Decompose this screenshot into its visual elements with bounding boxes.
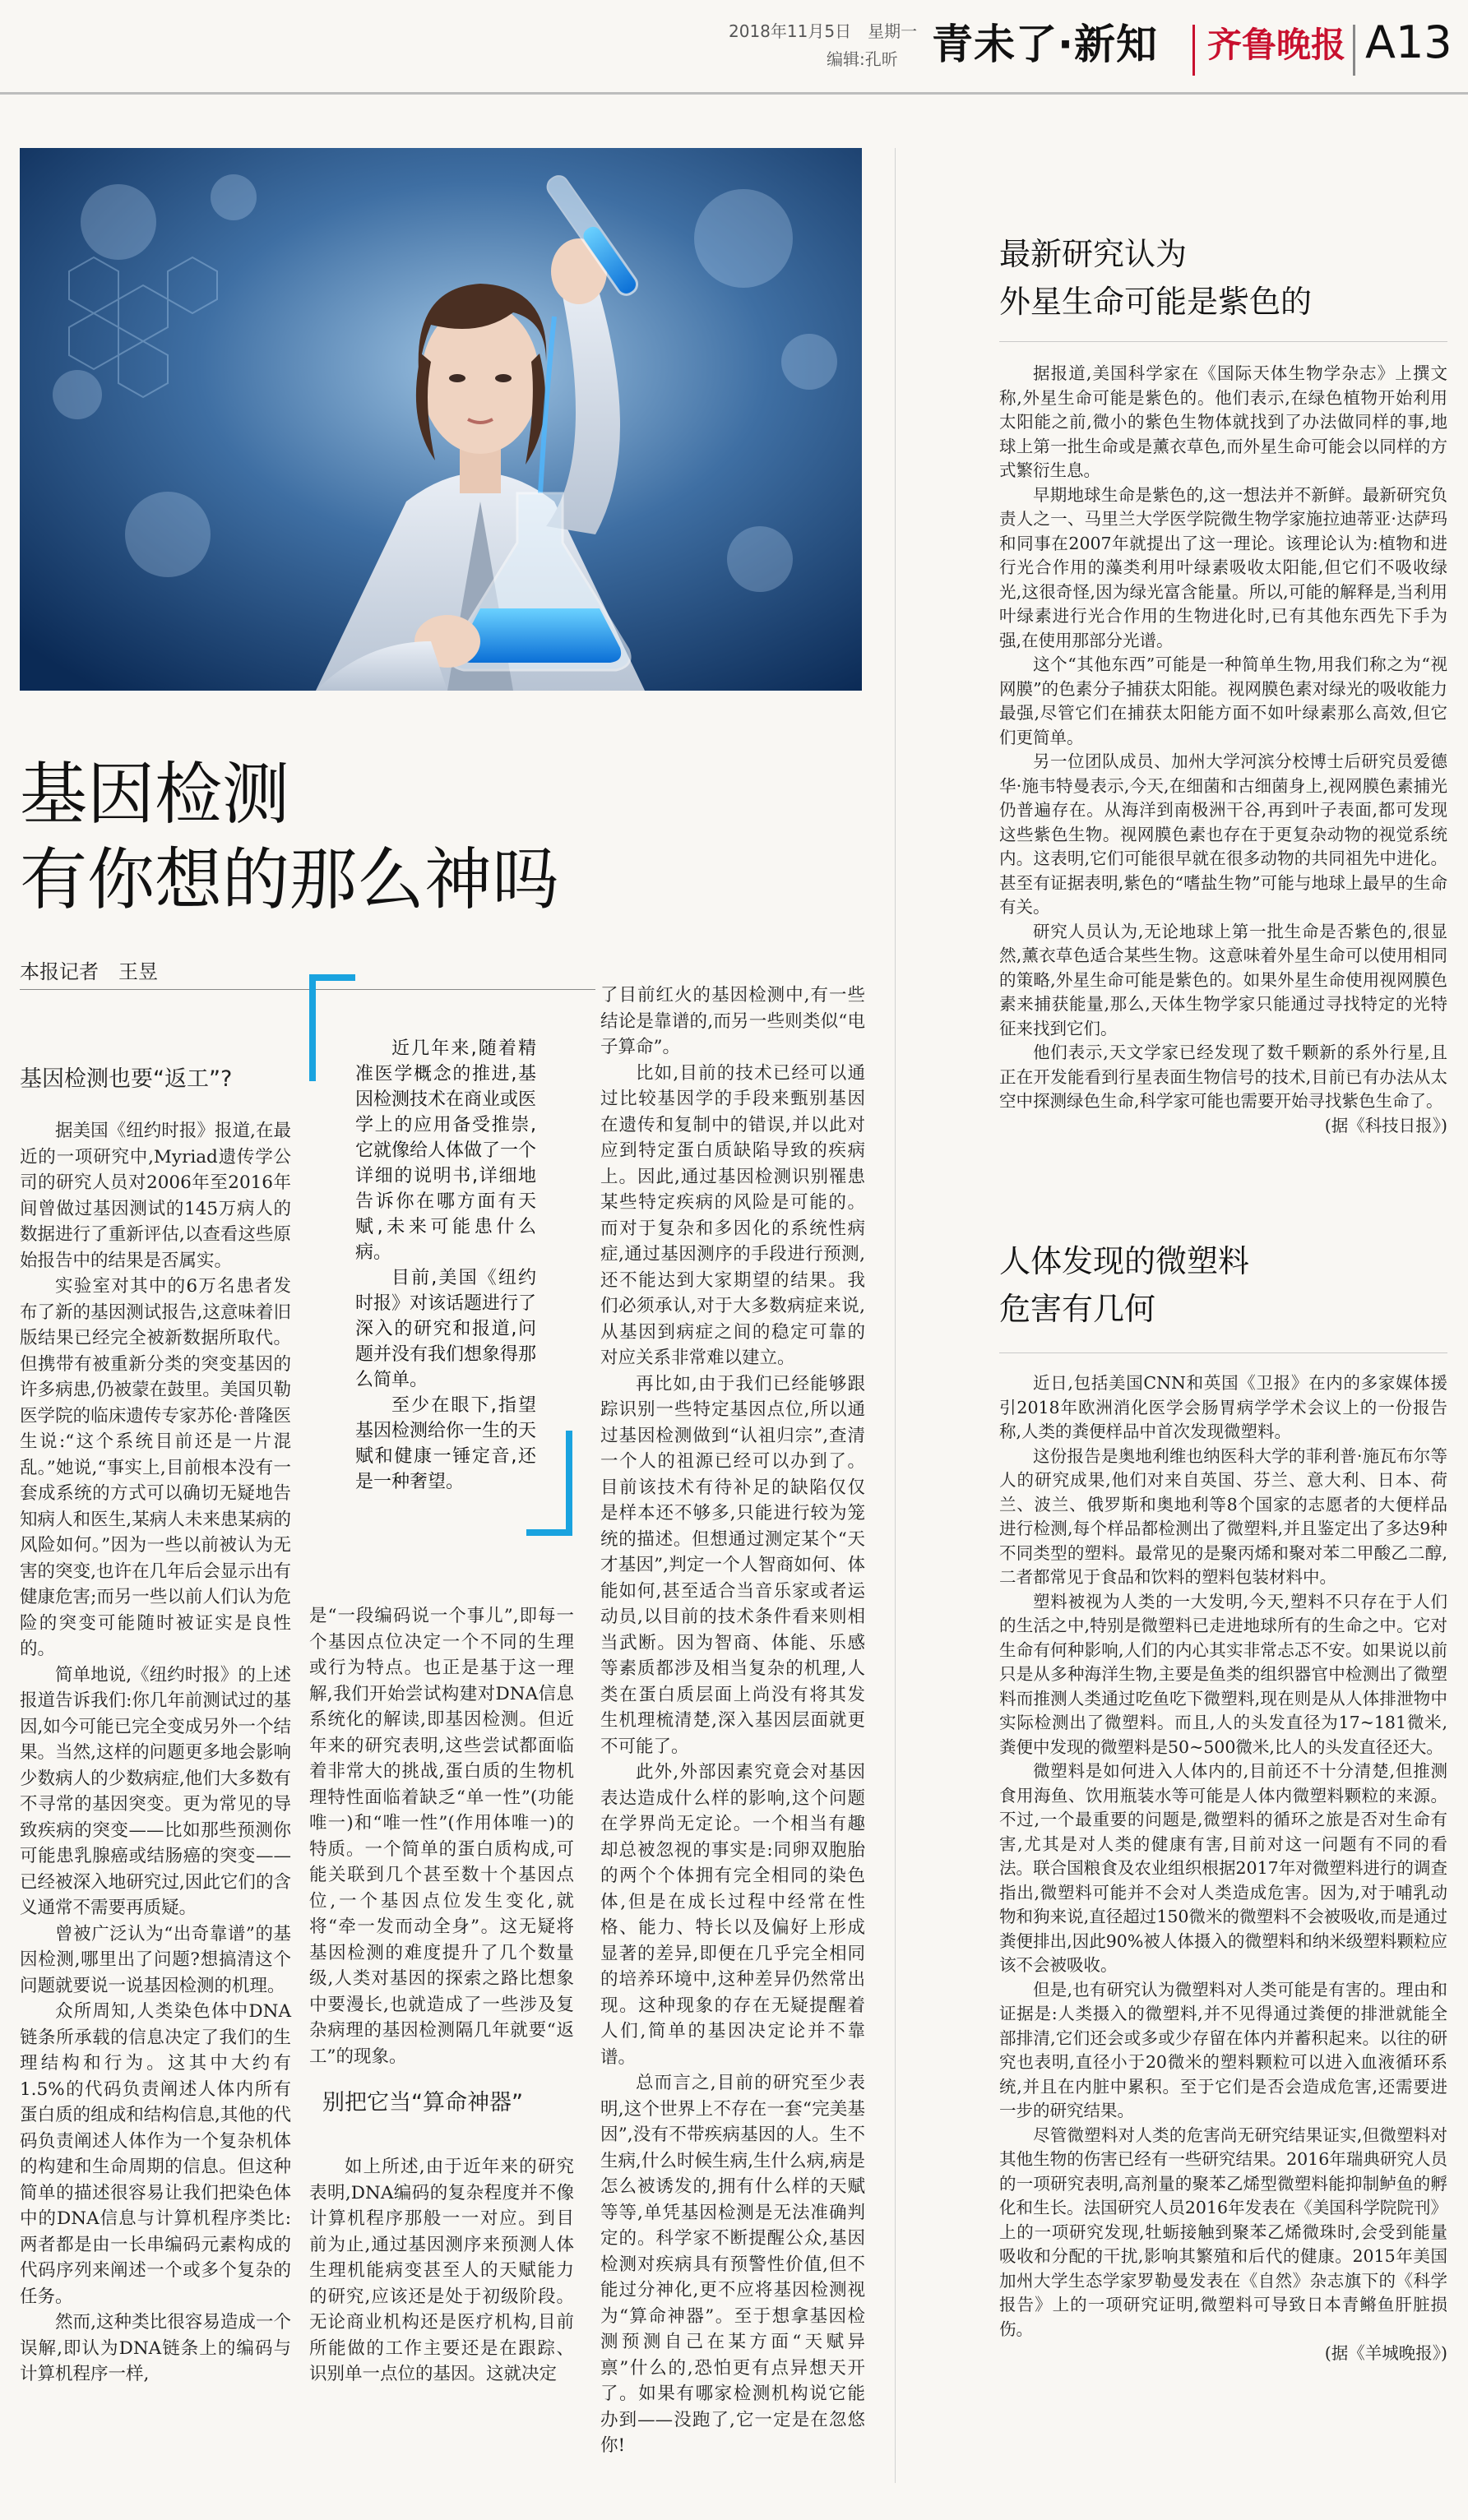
paragraph: 总而言之,目前的研究至少表明,这个世界上不存在一套“完美基因”,没有不带疾病基因的人。生不生病,什么时候生病,生什么病,病是怎么被诱发的,拥有什么样的天赋等等,单凭基因检测是无法准确判定的。科学家不断提醒公众,基因检测对疾病具有预警性价值,但不能过分神化,更不应将基因检测视为“算命神器”。至于想拿基因检测预测自己在某方面“天赋异禀”什么的,恐怕更有点异想天开了。如果有哪家检测机构说它能办到——没跑了,它一定是在忽悠你!	[600, 2073, 865, 2456]
header-divider	[1353, 25, 1355, 76]
article3-headline	[999, 1237, 1249, 1333]
callout-bracket	[309, 974, 355, 981]
paragraph: 尽管微塑料对人类的危害尚无研究结果证实,但微塑料对其他生物的伤害已经有一些研究结果。2016年瑞典研究人员的一项研究表明,高剂量的聚苯乙烯型微塑料能抑制鲈鱼的孵化和生长。法国研究人员2016年发表在《美国科学院院刊》上的一项研究发现,牡蛎接触到聚苯乙烯微珠时,会受到能量吸收和分配的干扰,影响其繁殖和后代的健康。2015年美国加州大学生态学家罗勒曼发表在《自然》杂志旗下的《科学报告》上的一项研究证明,微塑料可导致日本青鳉鱼肝脏损伤。	[999, 2125, 1447, 2339]
header-divider	[1192, 25, 1195, 76]
headline-line-1: 基因检测	[20, 756, 290, 834]
pull-quote-paragraph: 近几年来,随着精准医学概念的推进,基因检测技术在商业或医学上的应用备受推崇,它就像给人体做了一个详细的说明书,详细地告诉你在哪方面有天赋,未来可能患什么病。	[355, 1038, 537, 1263]
headline-line-2: 有你想的那么神吗	[20, 841, 560, 919]
paragraph: 微塑料是如何进入人体内的,目前还不十分清楚,但推测食用海鱼、饮用瓶装水等可能是人体内微塑料颗粒的来源。不过,一个最重要的问题是,微塑料的循环之旅是否对生命有害,尤其是对人类的健康有害,目前对这一问题有不同的看法。联合国粮食及农业组织根据2017年对微塑料进行的调查指出,微塑料可能并不会对人类造成危害。因为,对于哺乳动物和狗来说,直径超过150微米的微塑料不会被吸收,而是通过粪便排出,因此90%被人体摄入的微塑料和纳米级塑料颗粒应该不会被吸收。	[999, 1761, 1447, 1975]
paragraph: 实验室对其中的6万名患者发布了新的基因测试报告,这意味着旧版结果已经完全被新数据所取代。但携带有被重新分类的突变基因的许多病患,仍被蒙在鼓里。美国贝勒医学院的临床遗传专家苏伦·普隆医生说:“这个系统目前还是一片混乱。”她说,“事实上,目前根本没有一套成系统的方式可以确切无疑地告知病人和医生,某病人未来患某病的风险如何。”因为一些以前被认为无害的突变,也许在几年后会显示出有健康危害;而另一些以前人们认为危险的突变可能随时被证实是良性的。	[20, 1276, 291, 1659]
callout-bracket	[309, 974, 316, 1081]
article3-body	[999, 1371, 1447, 2366]
article3-headline-line-1: 人体发现的微塑料	[999, 1243, 1250, 1279]
column-divider	[895, 148, 896, 2483]
main-headline	[20, 752, 842, 923]
main-article-col-1	[20, 1118, 291, 2388]
paragraph: 另一位团队成员、加州大学河滨分校博士后研究员爱德华·施韦特曼表示,今天,在细菌和古细菌身上,视网膜色素捕光仍普遍存在。从海洋到南极洲干谷,再到叶子表面,都可发现这些紫色生物。视网膜色素也存在于更复杂动物的视觉系统内。这表明,它们可能很早就在很多动物的共同祖先中进化。甚至有证据表明,紫色的“嗜盐生物”可能与地球上最早的生命有关。	[999, 751, 1447, 917]
newspaper-logo: 齐鲁晚报	[1207, 25, 1346, 65]
article2-credit: (据《科技日报》)	[1324, 1115, 1447, 1135]
pull-quote	[355, 1036, 536, 1495]
page-number: A13	[1365, 16, 1452, 68]
paragraph: 再比如,由于我们已经能够跟踪识别一些特定基因点位,所以通过基因检测做到“认祖归宗”,查清一个人的祖源已经可以办到了。目前该技术有待补足的缺陷仅仅是样本还不够多,只能进行较为笼统的描述。但想通过测定某个“天才基因”,判定一个人智商如何、体能如何,甚至适合当音乐家或者运动员,以目前的技术条件看来则相当武断。因为智商、体能、乐感等素质都涉及相当复杂的机理,人类在蛋白质层面上尚没有将其发生机理梳清楚,深入基因层面就更不可能了。	[600, 1373, 865, 1757]
paragraph: 这个“其他东西”可能是一种简单生物,用我们称之为“视网膜”的色素分子捕获太阳能。视网膜色素对绿光的吸收能力最强,尽管它们在捕获太阳能方面不如叶绿素那么高效,但它们更简单。	[999, 654, 1447, 747]
article2-headline-line-2: 外星生命可能是紫色的	[999, 284, 1313, 320]
paragraph: 据报道,美国科学家在《国际天体生物学杂志》上撰文称,外星生命可能是紫色的。他们表示,在绿色植物开始利用太阳能之前,微小的紫色生物体就找到了办法做同样的事,地球上第一批生命或是薰衣草色,而外星生命可能会以同样的方式繁衍生息。	[999, 363, 1447, 480]
article2-headline	[999, 230, 1312, 326]
article3-credit: (据《羊城晚报》)	[1324, 2343, 1447, 2363]
paragraph: 这份报告是奥地利维也纳医科大学的菲利普·施瓦布尔等人的研究成果,他们对来自英国、芬兰、意大利、日本、荷兰、波兰、俄罗斯和奥地利等8个国家的志愿者的大便样品进行检测,每个样品都检测出了微塑料,并且鉴定出了多达9种不同类型的塑料。最常见的是聚丙烯和聚对苯二甲酸乙二醇,二者都常见于食品和饮料的塑料包装材料中。	[999, 1445, 1447, 1587]
paragraph: 他们表示,天文学家已经发现了数千颗新的系外行星,且正在开发能看到行星表面生物信号的技术,目前已有办法从太空中探测绿色生命,科学家可能也需要开始寻找紫色生命了。	[999, 1043, 1447, 1111]
article2-body	[999, 362, 1447, 1138]
paragraph: 但是,也有研究认为微塑料对人类可能是有害的。理由和证据是:人类摄入的微塑料,并不见得通过粪便的排泄就能全部排清,它们还会或多或少存留在体内并蓄积起来。以往的研究也表明,直径小于20微米的塑料颗粒可以进入血液循环系统,并且在内脏中累积。至于它们是否会造成危害,还需要进一步的研究结果。	[999, 1979, 1447, 2120]
main-article-col-3	[600, 983, 865, 2459]
paragraph: 如上所述,由于近年来的研究表明,DNA编码的复杂程度并不像计算机程序那般一一对应。到目前为止,通过基因测序来预测人体生理机能病变甚至人的天赋能力的研究,应该还是处于初级阶段。无论商业机构还是医疗机构,目前所能做的工作主要还是在跟踪、识别单一点位的基因。这就决定	[309, 2157, 574, 2384]
paragraph: 研究人员认为,无论地球上第一批生命是否紫色的,很显然,薰衣草色适合某些生物。这意味着外星生命可以使用相同的策略,外星生命可能是紫色的。如果外星生命使用视网膜色素来捕获能量,那么,天体生物学家只能通过寻找特定的光特征来找到它们。	[999, 921, 1447, 1038]
section-title: 青未了·新知	[932, 21, 1158, 68]
paragraph: 此外,外部因素究竟会对基因表达造成什么样的影响,这个问题在学界尚无定论。一个相当有趣却总被忽视的事实是:同卵双胞胎的两个个体拥有完全相同的染色体,但是在成长过程中经常在性格、能力、特长以及偏好上形成显著的差异,即便在几乎完全相同的培养环境中,这种差异仍然常出现。这种现象的存在无疑提醒着人们,简单的基因决定论并不靠谱。	[600, 1762, 865, 2068]
paragraph: 早期地球生命是紫色的,这一想法并不新鲜。最新研究负责人之一、马里兰大学医学院微生物学家施拉迪蒂亚·达萨玛和同事在2007年就提出了这一理论。该理论认为:植物和进行光合作用的藻类利用叶绿素吸收太阳能,但它们不吸收绿光,这很奇怪,因为绿光富含能量。所以,可能的解释是,当利用叶绿素进行光合作用的生物进化时,已有其他东西先下手为强,在使用那部分光谱。	[999, 484, 1447, 650]
article3-headline-line-2: 危害有几何	[999, 1291, 1156, 1327]
main-article-col-2b	[309, 2154, 574, 2388]
main-article-col-2	[309, 1603, 574, 2069]
subhead-2: 别把它当“算命神器”	[322, 2090, 523, 2115]
article2-rule	[999, 341, 1447, 342]
pull-quote-paragraph: 目前,美国《纽约时报》对该话题进行了深入的研究和报道,问题并没有我们想象得那么简单。	[355, 1268, 537, 1390]
paragraph: 然而,这种类比很容易造成一个误解,即认为DNA链条上的编码与计算机程序一样,	[20, 2312, 291, 2384]
pull-quote-paragraph: 至少在眼下,指望基因检测给你一生的天赋和健康一锤定音,还是一种奢望。	[355, 1395, 537, 1492]
byline-rule	[20, 989, 595, 990]
subhead-1: 基因检测也要“返工”?	[20, 1066, 233, 1092]
paragraph: 简单地说,《纽约时报》的上述报道告诉我们:你几年前测试过的基因,如今可能已完全变成另外一个结果。当然,这样的问题更多地会影响少数病人的少数病症,他们大多数有不寻常的基因突变。更为常见的导致疾病的突变——比如那些预测你可能患乳腺癌或结肠癌的突变——已经被深入地研究过,因此它们的含义通常不需要再质疑。	[20, 1664, 291, 1918]
paragraph: 曾被广泛认为“出奇靠谱”的基因检测,哪里出了问题?想搞清这个问题就要说一说基因检测的机理。	[20, 1923, 291, 1996]
byline: 本报记者 王昱	[20, 960, 158, 983]
lab-scientist-photo	[20, 148, 862, 691]
header-rule	[0, 92, 1468, 95]
paragraph: 塑料被视为人类的一大发明,今天,塑料不只存在于人们的生活之中,特别是微塑料已走进地球所有的生命之中。它对生命有何种影响,人们的内心其实非常忐忑不安。如果说以前只是从多种海洋生物,主要是鱼类的组织器官中检测出了微塑料而推测人类通过吃鱼吃下微塑料,现在则是从人体排泄物中实际检测出了微塑料。而且,人的头发直径为17~181微米,粪便中发现的微塑料是50~500微米,比人的头发直径还大。	[999, 1591, 1447, 1757]
paragraph: 是“一段编码说一个事儿”,即每一个基因点位决定一个不同的生理或行为特点。也正是基于这一理解,我们开始尝试构建对DNA信息系统化的解读,即基因检测。但近年来的研究表明,这些尝试都面临着非常大的挑战,蛋白质的生物机理特性面临着缺乏“单一性”(功能唯一)和“唯一性”(作用体唯一)的特质。一个简单的蛋白质构成,可能关联到几个甚至数十个基因点位,一个基因点位发生变化,就将“牵一发而动全身”。这无疑将基因检测的难度提升了几个数量级,人类对基因的探索之路比想象中要漫长,也就造成了一些涉及复杂病理的基因检测隔几年就要“返工”的现象。	[309, 1606, 574, 2067]
callout-bracket	[566, 1431, 572, 1536]
article3-rule	[999, 1352, 1447, 1353]
paragraph: 近日,包括美国CNN和英国《卫报》在内的多家媒体援引2018年欧洲消化医学会肠胃病学学术会议上的一份报告称,人类的粪便样品中首次发现微塑料。	[999, 1373, 1447, 1441]
paragraph: 比如,目前的技术已经可以通过比较基因学的手段来甄别基因在遗传和复制中的错误,并以此对应到特定蛋白质缺陷导致的疾病上。因此,通过基因检测识别罹患某些特定疾病的风险是可能的。而对于复杂和多因化的系统性病症,通过基因测序的手段进行预测,还不能达到大家期望的结果。我们必须承认,对于大多数病症来说,从基因到病症之间的稳定可靠的对应关系非常难以建立。	[600, 1062, 865, 1368]
paragraph: 众所周知,人类染色体中DNA链条所承载的信息决定了我们的生理结构和行为。这其中大约有1.5%的代码负责阐述人体内所有蛋白质的组成和结构信息,其他的代码负责阐述人体作为一个复杂机体的构建和生命周期的信息。但这种简单的描述很容易让我们把染色体中的DNA信息与计算机程序类比:两者都是由一长串编码元素构成的代码序列来阐述一个或多个复杂的任务。	[20, 2001, 291, 2307]
photo-illustration	[20, 148, 862, 691]
paragraph: 据美国《纽约时报》报道,在最近的一项研究中,Myriad遗传学公司的研究人员对2006年至2016年间曾做过基因测试的145万病人的数据进行了重新评估,以查看这些原始报告中的结果是否属实。	[20, 1121, 291, 1271]
paragraph: 了目前红火的基因检测中,有一些结论是靠谱的,而另一些则类似“电子算命”。	[600, 985, 865, 1057]
article2-headline-line-1: 最新研究认为	[999, 236, 1188, 272]
issue-date: 2018年11月5日 星期一	[729, 21, 918, 41]
editor-credit: 编辑:孔昕	[827, 49, 898, 69]
